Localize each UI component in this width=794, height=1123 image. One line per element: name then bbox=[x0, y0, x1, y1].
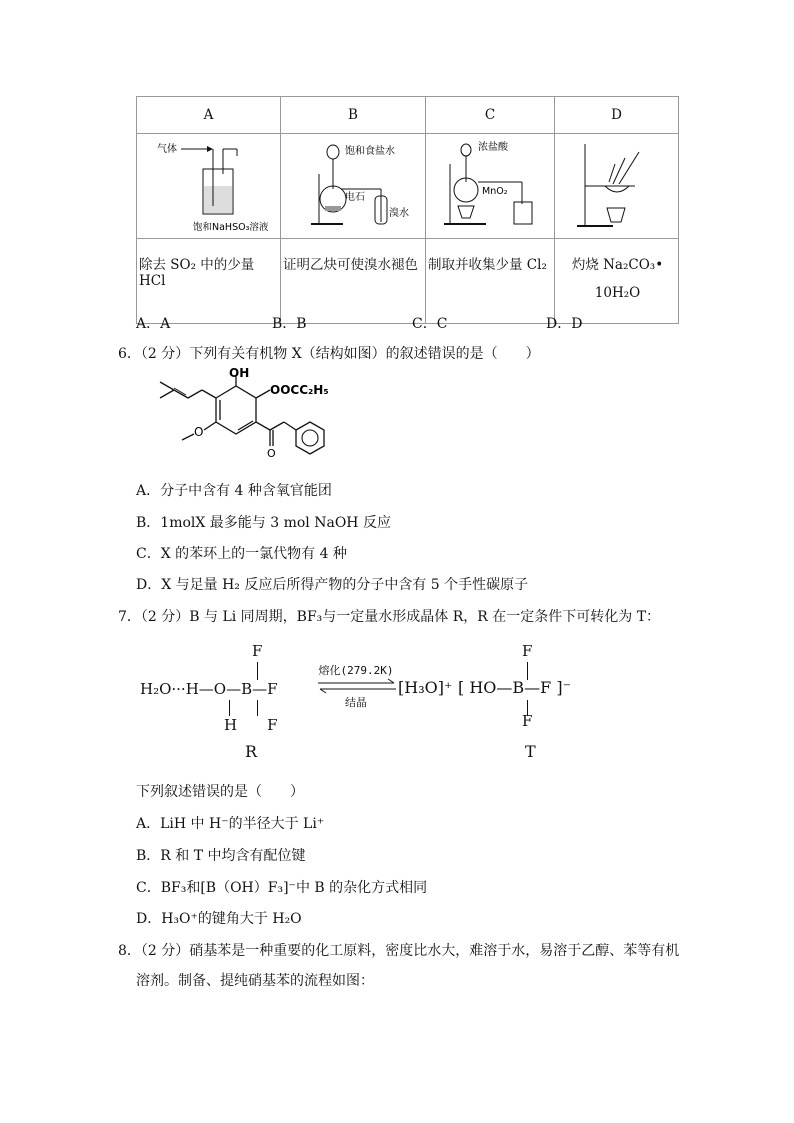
mno2-label: MnO₂ bbox=[482, 186, 508, 197]
desc-c: 制取并收集少量 Cl₂ bbox=[426, 239, 555, 324]
arrow-melt-label: 熔化(279.2K) bbox=[318, 664, 394, 677]
t-bottom-f: F bbox=[522, 712, 533, 730]
methoxy-o: O bbox=[194, 425, 204, 439]
q6-option-b[interactable]: B．1molX 最多能与 3 mol NaOH 反应 bbox=[136, 515, 391, 531]
header-d: D bbox=[555, 97, 679, 134]
q7-sub-stem: 下列叙述错误的是（ ） bbox=[136, 784, 304, 800]
r-structure: H₂O···H—O—B—F bbox=[140, 680, 278, 698]
q6-option-d[interactable]: D．X 与足量 H₂ 反应后所得产物的分子中含有 5 个手性碳原子 bbox=[136, 577, 529, 593]
brine-label: 饱和食盐水 bbox=[345, 146, 395, 157]
r-top-f: F bbox=[252, 642, 263, 660]
q5-choice-a[interactable]: A．A bbox=[136, 316, 171, 332]
t-top-f: F bbox=[522, 642, 533, 660]
q6-option-a[interactable]: A．分子中含有 4 种含氧官能团 bbox=[136, 483, 332, 499]
gas-washing-bottle-diagram bbox=[137, 134, 280, 234]
desc-a: 除去 SO₂ 中的少量 HCl bbox=[137, 239, 281, 324]
q8-line1: 8．（2 分）硝基苯是一种重要的化工原料，密度比水大，难溶于水，易溶于乙醇、苯等有机 bbox=[118, 943, 680, 959]
q6-option-c[interactable]: C．X 的苯环上的一氯代物有 4 种 bbox=[136, 546, 347, 562]
acetylene-setup-diagram bbox=[281, 134, 425, 234]
keto-o: O bbox=[267, 447, 276, 460]
t-anion: [ HO—B—F ]⁻ bbox=[458, 678, 572, 697]
q7-option-c[interactable]: C．BF₃和[B（OH）F₃]⁻中 B 的杂化方式相同 bbox=[136, 880, 428, 896]
equilibrium-arrow bbox=[316, 678, 398, 694]
apparatus-d-cell bbox=[555, 134, 679, 239]
desc-d-line2: 10H₂O bbox=[594, 285, 641, 301]
header-c: C bbox=[426, 97, 555, 134]
conc-hcl-label: 浓盐酸 bbox=[478, 142, 508, 153]
q7-equation bbox=[140, 640, 620, 770]
t-label: T bbox=[525, 742, 536, 761]
apparatus-c-cell bbox=[426, 134, 555, 239]
apparatus-a-cell bbox=[137, 134, 281, 239]
desc-b: 证明乙炔可使溴水褪色 bbox=[281, 239, 426, 324]
header-b: B bbox=[281, 97, 426, 134]
q6-stem: 6．（2 分）下列有关有机物 X（结构如图）的叙述错误的是（ ） bbox=[118, 346, 540, 362]
header-a: A bbox=[137, 97, 281, 134]
gas-label: 气体 bbox=[157, 144, 177, 155]
r-bottom: H F bbox=[224, 716, 278, 734]
ester-group: OOCC₂H₅ bbox=[270, 383, 329, 397]
q5-choice-d[interactable]: D．D bbox=[546, 316, 583, 332]
t-cation: [H₃O]⁺ bbox=[398, 678, 453, 697]
q7-option-d[interactable]: D．H₃O⁺的键角大于 H₂O bbox=[136, 911, 302, 927]
compound-x-structure bbox=[136, 368, 336, 480]
q7-option-b[interactable]: B．R 和 T 中均含有配位键 bbox=[136, 848, 306, 864]
apparatus-table bbox=[136, 96, 679, 324]
desc-d bbox=[555, 239, 679, 324]
nahso3-label: 饱和NaHSO₃溶液 bbox=[193, 222, 269, 233]
apparatus-b-cell bbox=[281, 134, 426, 239]
r-label: R bbox=[245, 742, 258, 761]
q8-line2: 溶剂。制备、提纯硝基苯的流程如图： bbox=[136, 973, 374, 989]
q5-choice-b[interactable]: B．B bbox=[272, 316, 307, 332]
bromine-water-label: 溴水 bbox=[389, 208, 409, 219]
q7-stem: 7．（2 分）B 与 Li 同周期，BF₃与一定量水形成晶体 R，R 在一定条件下可转化为 T： bbox=[118, 609, 661, 625]
q5-choice-c[interactable]: C．C bbox=[412, 316, 448, 332]
crucible-heating-diagram bbox=[555, 134, 678, 234]
desc-d-line1: 灼烧 Na₂CO₃• bbox=[571, 257, 664, 273]
q7-option-a[interactable]: A．LiH 中 H⁻的半径大于 Li⁺ bbox=[136, 816, 325, 832]
oh-group: OH bbox=[229, 368, 250, 380]
arrow-crystal-label: 结晶 bbox=[345, 696, 367, 709]
carbide-label: 电石 bbox=[345, 192, 365, 203]
chlorine-setup-diagram bbox=[426, 134, 554, 234]
